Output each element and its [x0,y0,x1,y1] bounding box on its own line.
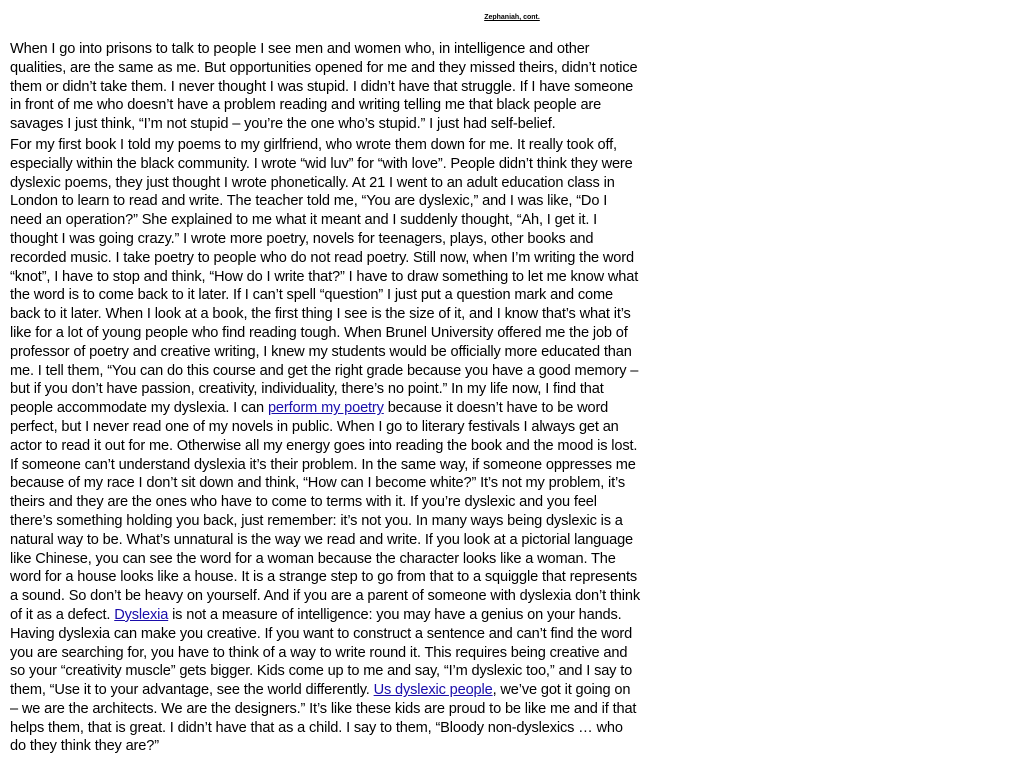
perform-my-poetry-link[interactable]: perform my poetry [267,400,384,417]
paragraph-text-segment: is not a measure of intelligence: you may have a genius on your hands. Having dyslexia can make you creative. If you want to construct a sentence and can’t find the word you are searching for, you have to think of a way to write round it. This requires being creative and so your “creativity muscle” gets bigger. Kids come up to me and say, “I’m dyslexic too,” and I say to them, “Use it to your advantage, see the world differently. [10,606,633,699]
paragraph-text-segment: because it doesn’t have to be word perfect, but I never read one of my novels in public. When I go to literary festivals I always get an actor to read it out for me. Otherwise all my energy goes into reading the book and the mood is lost. If someone can’t understand dyslexia it’s their problem. In the same way, if someone oppresses me because of my race I don’t sit down and think, “How can I become white?” It’s not my problem, it’s theirs and they are the ones who have to come to terms with it. If you’re dyslexic and you feel there’s something holding you back, just remember: it’s not you. In many ways being dyslexic is a natural way to be. What’s unnatural is the way we read and write. If you look at a pictorial language like Chinese, you can see the word for a woman because the character looks like a woman. The word for a house looks like a house. It is a strange step to go from that to a squiggle that represents a sound. So don’t be heavy on yourself. And if you are a parent of someone with dyslexia don’t think of it as a defect. [10,400,640,623]
paragraph-first-book [10,136,642,756]
paragraph-text-segment: , we’ve got it going on – we are the architects. We are the designers.” It’s like these kids are proud to be like me and if that helps them, that is great. I didn’t have that as a child. I say to them, “Bloody non-dyslexics … who do they think they are?” [10,682,637,755]
us-dyslexic-people-link[interactable]: Us dyslexic people [373,682,493,699]
paragraph-prisons: When I go into prisons to talk to people I see men and women who, in intelligence and other qualities, are the same as me. But opportunities opened for me and they missed theirs, didn’t notice them or didn’t take them. I never thought I was stupid. I didn’t have that struggle. If I have someone in front of me who doesn’t have a problem reading and writing telling me that black people are savages I just think, “I’m not stupid – you’re the one who’s stupid.” I just had self-belief. [10,41,638,133]
page-header-title: Zephaniah, cont. [484,14,540,21]
article-body [10,40,642,756]
dyslexia-link[interactable]: Dyslexia [114,606,169,623]
paragraph-text-segment: For my first book I told my poems to my girlfriend, who wrote them down for me. It really took off, especially within the black community. I wrote “wid luv” for “with love”. People didn’t think they were dyslexic poems, they just thought I wrote phonetically. At 21 I went to an adult education class in London to learn to read and write. The teacher told me, “You are dyslexic,” and I was like, “Do I need an operation?” She explained to me what it meant and I suddenly thought, “Ah, I get it. I thought I was going crazy.” I wrote more poetry, novels for teenagers, plays, other books and recorded music. I take poetry to people who do not read poetry. Still now, when I’m writing the word “knot”, I have to stop and think, “How do I write that?” I have to draw something to let me know what the word is to come back to it later. If I can’t spell “question” I just put a question mark and come back to it later. When I look at a book, the first thing I see is the size of it, and I know that’s what it’s like for a lot of young people who find reading tough. When Brunel University offered me the job of professor of poetry and creative writing, I knew my students would be officially more educated than me. I tell them, “You can do this course and get the right grade because you have a good memory – but if you don’t have passion, creativity, individuality, there’s no point.” In my life now, I find that people accommodate my dyslexia. I can [10,136,639,417]
